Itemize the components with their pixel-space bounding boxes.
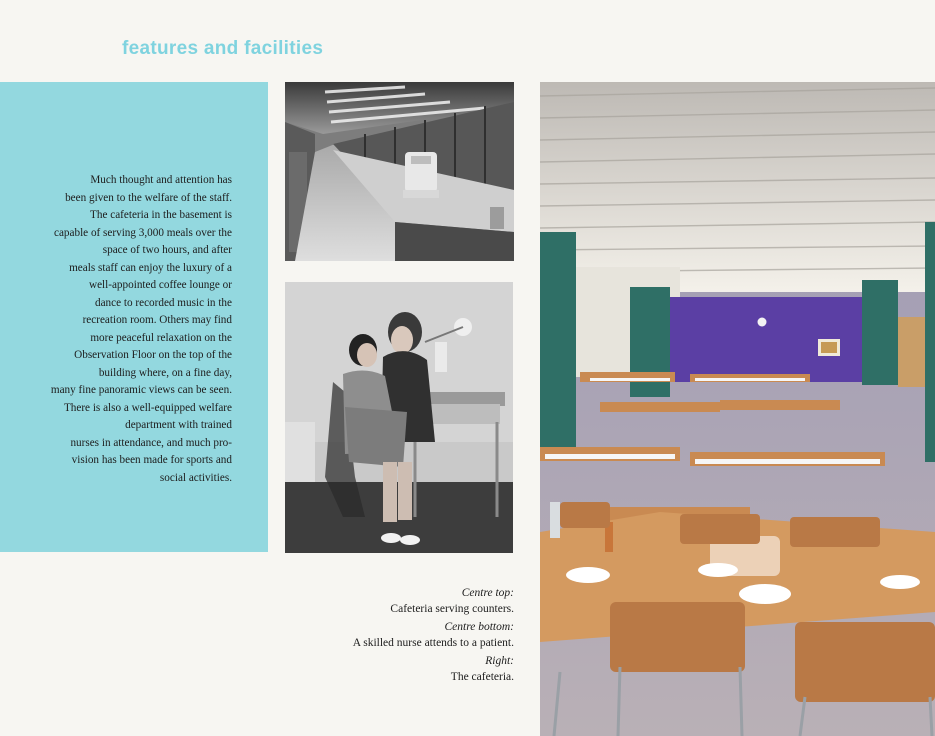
caption-centre-bottom bbox=[274, 619, 514, 651]
body-line: more peaceful relaxation on the bbox=[90, 331, 232, 344]
caption-right bbox=[274, 653, 514, 685]
cafeteria-photo bbox=[540, 82, 935, 736]
body-line: The cafeteria in the basement is bbox=[90, 209, 232, 221]
caption-centre-top bbox=[274, 585, 514, 617]
body-line: social activities. bbox=[159, 471, 232, 484]
body-line: nurses in attendance, and much pro- bbox=[70, 436, 232, 449]
body-line: Much thought and attention has bbox=[90, 174, 232, 186]
body-line: There is also a well-equipped welfare bbox=[63, 401, 232, 414]
body-paragraph bbox=[0, 172, 232, 487]
body-line: department with trained bbox=[125, 419, 232, 431]
caption-text: The cafeteria. bbox=[450, 671, 514, 683]
body-line: space of two hours, and after bbox=[102, 244, 232, 256]
body-line: dance to recorded music in the bbox=[95, 296, 232, 309]
body-line: capable of serving 3,000 meals over the bbox=[53, 226, 232, 239]
caption-label: Centre top: bbox=[461, 587, 514, 599]
text-panel bbox=[0, 82, 268, 552]
page-heading: features and facilities bbox=[122, 38, 324, 59]
body-line: Observation Floor on the top of the bbox=[74, 349, 232, 361]
caption-text: A skilled nurse attends to a patient. bbox=[352, 637, 514, 649]
caption-label: Right: bbox=[485, 655, 514, 667]
body-line: vision has been made for sports and bbox=[71, 454, 232, 466]
body-line: recreation room. Others may find bbox=[82, 314, 232, 326]
nurse-patient-photo bbox=[285, 282, 513, 553]
serving-counters-photo bbox=[285, 82, 514, 261]
caption-text: Cafeteria serving counters. bbox=[390, 603, 514, 615]
photo-captions bbox=[274, 585, 514, 687]
body-line: well-appointed coffee lounge or bbox=[88, 279, 232, 291]
body-line: meals staff can enjoy the luxury of a bbox=[69, 261, 232, 274]
body-line: been given to the welfare of the staff. bbox=[65, 191, 232, 204]
body-line: building where, on a fine day, bbox=[98, 366, 232, 379]
caption-label: Centre bottom: bbox=[444, 621, 514, 633]
body-line: many fine panoramic views can be seen. bbox=[50, 384, 232, 396]
